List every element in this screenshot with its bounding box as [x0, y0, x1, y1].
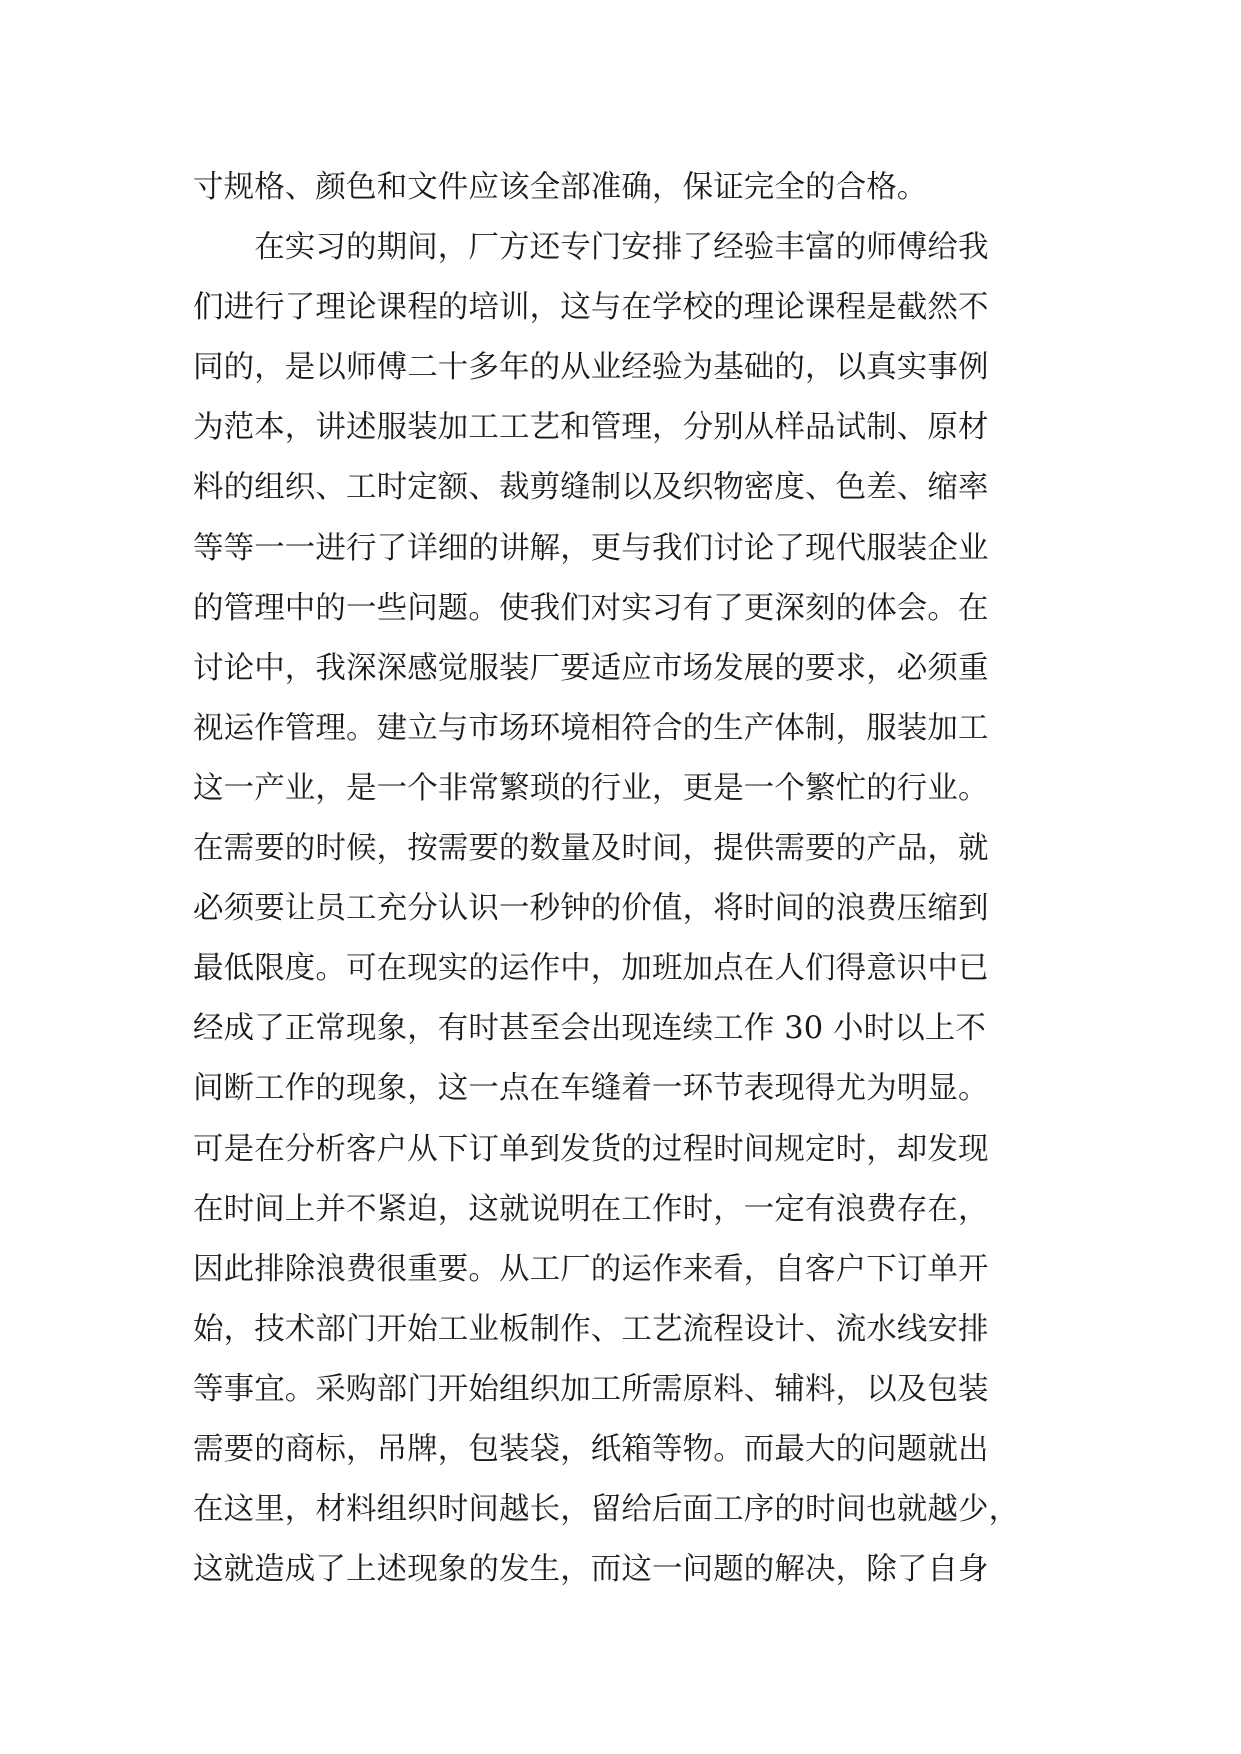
text-line: 等事宜。采购部门开始组织加工所需原料、辅料，以及包装 — [193, 1371, 989, 1407]
text-line: 在这里，材料组织时间越长，留给后面工序的时间也就越少， — [193, 1492, 1020, 1528]
text-line: 需要的商标，吊牌，包装袋，纸箱等物。而最大的问题就出 — [193, 1431, 989, 1467]
text-line: 在需要的时候，按需要的数量及时间，提供需要的产品，就 — [193, 831, 989, 867]
text-line: 在实习的期间，厂方还专门安排了经验丰富的师傅给我 — [193, 230, 989, 266]
text-line: 的管理中的一些问题。使我们对实习有了更深刻的体会。在 — [193, 590, 989, 626]
text-line: 经成了正常现象，有时甚至会出现连续工作 30 小时以上不 — [193, 1011, 986, 1047]
text-line: 寸规格、颜色和文件应该全部准确，保证完全的合格。 — [193, 170, 928, 205]
text-line: 讨论中，我深深感觉服装厂要适应市场发展的要求，必须重 — [193, 650, 989, 686]
text-line: 同的，是以师傅二十多年的从业经验为基础的，以真实事例 — [193, 350, 989, 386]
text-line: 们进行了理论课程的培训，这与在学校的理论课程是截然不 — [193, 290, 989, 326]
text-line: 等等一一进行了详细的讲解，更与我们讨论了现代服装企业 — [193, 530, 989, 566]
text-line: 可是在分析客户从下订单到发货的过程时间规定时，却发现 — [193, 1131, 989, 1167]
body-text — [193, 158, 1063, 1600]
text-line: 因此排除浪费很重要。从工厂的运作来看，自客户下订单开 — [193, 1251, 989, 1287]
text-line: 必须要让员工充分认识一秒钟的价值，将时间的浪费压缩到 — [193, 891, 989, 927]
text-line: 为范本，讲述服装加工工艺和管理，分别从样品试制、原材 — [193, 410, 989, 446]
text-line: 始，技术部门开始工业板制作、工艺流程设计、流水线安排 — [193, 1311, 989, 1347]
text-line: 最低限度。可在现实的运作中，加班加点在人们得意识中已 — [193, 951, 989, 987]
text-line: 这就造成了上述现象的发生，而这一问题的解决，除了自身 — [193, 1552, 989, 1588]
text-line: 在时间上并不紧迫，这就说明在工作时，一定有浪费存在， — [193, 1191, 989, 1227]
text-line: 料的组织、工时定额、裁剪缝制以及织物密度、色差、缩率 — [193, 470, 989, 506]
text-line: 这一产业，是一个非常繁琐的行业，更是一个繁忙的行业。 — [193, 770, 989, 806]
text-line: 视运作管理。建立与市场环境相符合的生产体制，服装加工 — [193, 710, 989, 746]
text-line: 间断工作的现象，这一点在车缝着一环节表现得尤为明显。 — [193, 1071, 989, 1107]
